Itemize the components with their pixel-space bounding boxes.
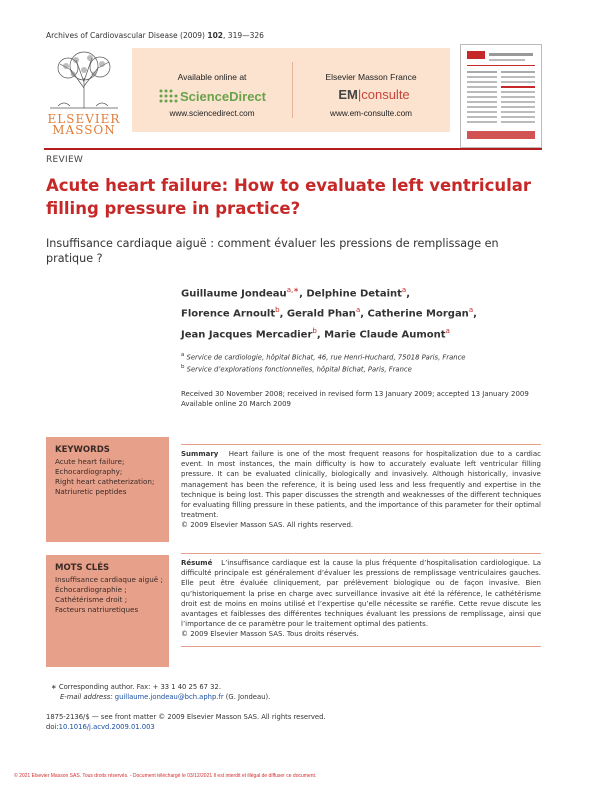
email-suffix: (G. Jondeau). bbox=[223, 693, 271, 701]
elsevier-tree-icon bbox=[46, 48, 122, 110]
author-separator: , bbox=[316, 328, 325, 340]
keyword-item[interactable]: Insuffisance cardiaque aiguë ; bbox=[55, 575, 163, 584]
journal-cover-image bbox=[461, 45, 541, 147]
journal-pages: , 319—326 bbox=[223, 31, 264, 40]
resume-copyright: © 2009 Elsevier Masson SAS. Tous droits réservés. bbox=[181, 630, 359, 639]
email-link[interactable]: guillaume.jondeau@bch.aphp.fr bbox=[114, 693, 224, 701]
affiliation-marker: a bbox=[181, 352, 185, 358]
author-name[interactable]: Florence Arnoult bbox=[181, 308, 276, 320]
author-affiliation-marker: a,∗ bbox=[286, 286, 300, 294]
corresponding-author-footnote bbox=[51, 682, 531, 702]
issn-doi-block bbox=[46, 712, 526, 732]
author-separator: , bbox=[299, 288, 307, 300]
summary-text: Heart failure is one of the most frequent reasons for hospitalization due to a cardiac event. In most instances, the main difficulty is how to accurately evaluate left ventricular filling pressure. It can be evaluated clinically, biologically and invasively. Although historically, invasive management has been the reference, it is being used less and less frequently and expertise in the technique is being lost. This paper discusses the strength and weaknesses of the different techniques for evaluating filling pressure in these patients, and the importance of this parameter for their optimal treatment. bbox=[181, 450, 541, 520]
sciencedirect-panel[interactable] bbox=[132, 48, 292, 132]
email-line bbox=[51, 692, 531, 702]
affiliation-a bbox=[181, 352, 541, 361]
keywords-heading: KEYWORDS bbox=[55, 445, 110, 455]
email-label: E-mail address: bbox=[60, 693, 113, 701]
keyword-item[interactable]: Échocardiographie ; bbox=[55, 585, 127, 594]
keyword-item[interactable]: Natriuretic peptides bbox=[55, 487, 127, 496]
author-name[interactable]: Jean Jacques Mercadier bbox=[181, 328, 313, 340]
keywords-box-french bbox=[46, 555, 169, 667]
keyword-item[interactable]: Right heart catheterization; bbox=[55, 477, 155, 486]
author-separator: , bbox=[473, 308, 477, 320]
elsevier-wordmark-line2: MASSON bbox=[52, 123, 116, 137]
resume-abstract bbox=[181, 553, 541, 647]
sciencedirect-logo bbox=[158, 86, 270, 106]
author-name[interactable]: Guillaume Jondeau bbox=[181, 288, 287, 300]
elsevier-logo bbox=[44, 48, 124, 140]
journal-cover-thumbnail bbox=[460, 44, 542, 148]
resume-text: L’insuffisance cardiaque est la cause la plus fréquente d’hospitalisation cardiologique. La difficulté principale est généralement d’évaluer les pressions de remplissage ventriculaires gauches. Elle peut être évaluée cliniquement, par prélèvement biologique ou de façon invasive. Bien qu’historiquement la prise en charge avec surveillance invasive ait été la référence, le cathétérisme droit est de moins en moins utilisé et l’expertise qu’elle nécessite se raréfie. Cette revue discute les avantages et faiblesses des différentes techniques évaluant les pressions de remplissage, ainsi que l’importance de ce paramètre pour le traitement optimal des patients. bbox=[181, 559, 542, 629]
summary-label: Summary bbox=[181, 450, 219, 458]
keywords-list bbox=[55, 457, 163, 497]
author-affiliation-marker: b bbox=[312, 326, 317, 335]
emconsulte-panel[interactable] bbox=[292, 48, 450, 132]
mots-cles-list bbox=[55, 575, 163, 615]
doi-link[interactable]: 10.1016/j.acvd.2009.01.003 bbox=[58, 723, 155, 731]
download-notice: © 2021 Elsevier Masson SAS. Tous droits réservés. - Document téléchargé le 03/12/2021 Il est interdit et illégal de diffuser ce document. bbox=[14, 773, 317, 779]
keywords-box-english bbox=[46, 437, 169, 542]
availability-banner bbox=[132, 48, 450, 132]
summary-copyright: © 2009 Elsevier Masson SAS. All rights reserved. bbox=[181, 521, 354, 530]
affiliation-text: Service d’explorations fonctionnelles, hôpital Bichat, Paris, France bbox=[186, 365, 412, 374]
author-separator: , bbox=[406, 288, 411, 300]
author-separator: , bbox=[279, 308, 287, 320]
doi-line bbox=[46, 722, 526, 732]
author-affiliation-marker: a bbox=[445, 326, 450, 335]
issn-line: 1875-2136/$ — see front matter © 2009 Elsevier Masson SAS. All rights reserved. bbox=[46, 713, 326, 721]
keyword-item[interactable]: Acute heart failure; bbox=[55, 457, 125, 466]
author-list bbox=[181, 282, 541, 343]
doi-label: doi: bbox=[46, 723, 59, 731]
keyword-item[interactable]: Echocardiography; bbox=[55, 467, 123, 476]
emconsulte-logo-em: EM bbox=[338, 87, 358, 102]
author-name[interactable]: Catherine Morgan bbox=[367, 308, 469, 320]
affiliation-b bbox=[181, 364, 541, 373]
journal-name: Archives of Cardiovascular Disease (2009) bbox=[46, 31, 205, 40]
emconsulte-logo bbox=[314, 87, 434, 107]
affiliation-text: Service de cardiologie, hôpital Bichat, 46, rue Henri-Huchard, 75018 Paris, France bbox=[186, 353, 466, 362]
corresponding-author-line: ∗ Corresponding author. Fax: + 33 1 40 25 67 32. bbox=[51, 683, 221, 691]
mots-cles-heading: MOTS CLÉS bbox=[55, 563, 110, 573]
elsevier-masson-france-label: Elsevier Masson France bbox=[325, 72, 417, 82]
sciencedirect-logo-text: ScienceDirect bbox=[180, 89, 266, 104]
author-affiliation-marker: a bbox=[355, 306, 361, 315]
author-affiliation-marker: a bbox=[401, 286, 407, 294]
keyword-item[interactable]: Cathétérisme droit ; bbox=[55, 595, 128, 604]
online-date: Available online 20 March 2009 bbox=[181, 400, 291, 408]
keyword-item[interactable]: Facteurs natriuretiques bbox=[55, 605, 139, 614]
article-title: Acute heart failure: How to evaluate left ventricular filling pressure in practice? bbox=[46, 176, 532, 218]
author-name[interactable]: Delphine Detaint bbox=[306, 288, 402, 300]
article-subtitle-french: Insuffisance cardiaque aiguë : comment évaluer les pressions de remplissage en pratique ? bbox=[46, 237, 499, 265]
author-name[interactable]: Gerald Phan bbox=[286, 308, 356, 320]
journal-citation bbox=[46, 31, 264, 40]
header-divider bbox=[44, 148, 542, 150]
emconsulte-logo-text: consulte bbox=[361, 87, 410, 102]
elsevier-wordmark-line1: ELSEVIER bbox=[47, 112, 121, 126]
section-label: REVIEW bbox=[46, 155, 84, 165]
author-name[interactable]: Marie Claude Aumont bbox=[324, 328, 446, 340]
author-affiliation-marker: b bbox=[275, 306, 280, 315]
author-affiliation-marker: a bbox=[468, 306, 474, 315]
sciencedirect-url[interactable]: www.sciencedirect.com bbox=[169, 109, 255, 118]
available-online-label: Available online at bbox=[177, 72, 247, 82]
resume-label: Résumé bbox=[181, 559, 213, 567]
affiliation-marker: b bbox=[181, 364, 185, 370]
journal-volume: 102 bbox=[207, 31, 224, 40]
article-history bbox=[181, 389, 541, 409]
sciencedirect-dots-icon bbox=[158, 88, 180, 106]
author-separator: , bbox=[360, 308, 368, 320]
received-dates: Received 30 November 2008; received in revised form 13 January 2009; accepted 13 January 2009 bbox=[181, 390, 529, 398]
summary-abstract bbox=[181, 444, 541, 531]
emconsulte-logo-separator: | bbox=[357, 87, 362, 102]
emconsulte-url[interactable]: www.em-consulte.com bbox=[330, 109, 412, 118]
